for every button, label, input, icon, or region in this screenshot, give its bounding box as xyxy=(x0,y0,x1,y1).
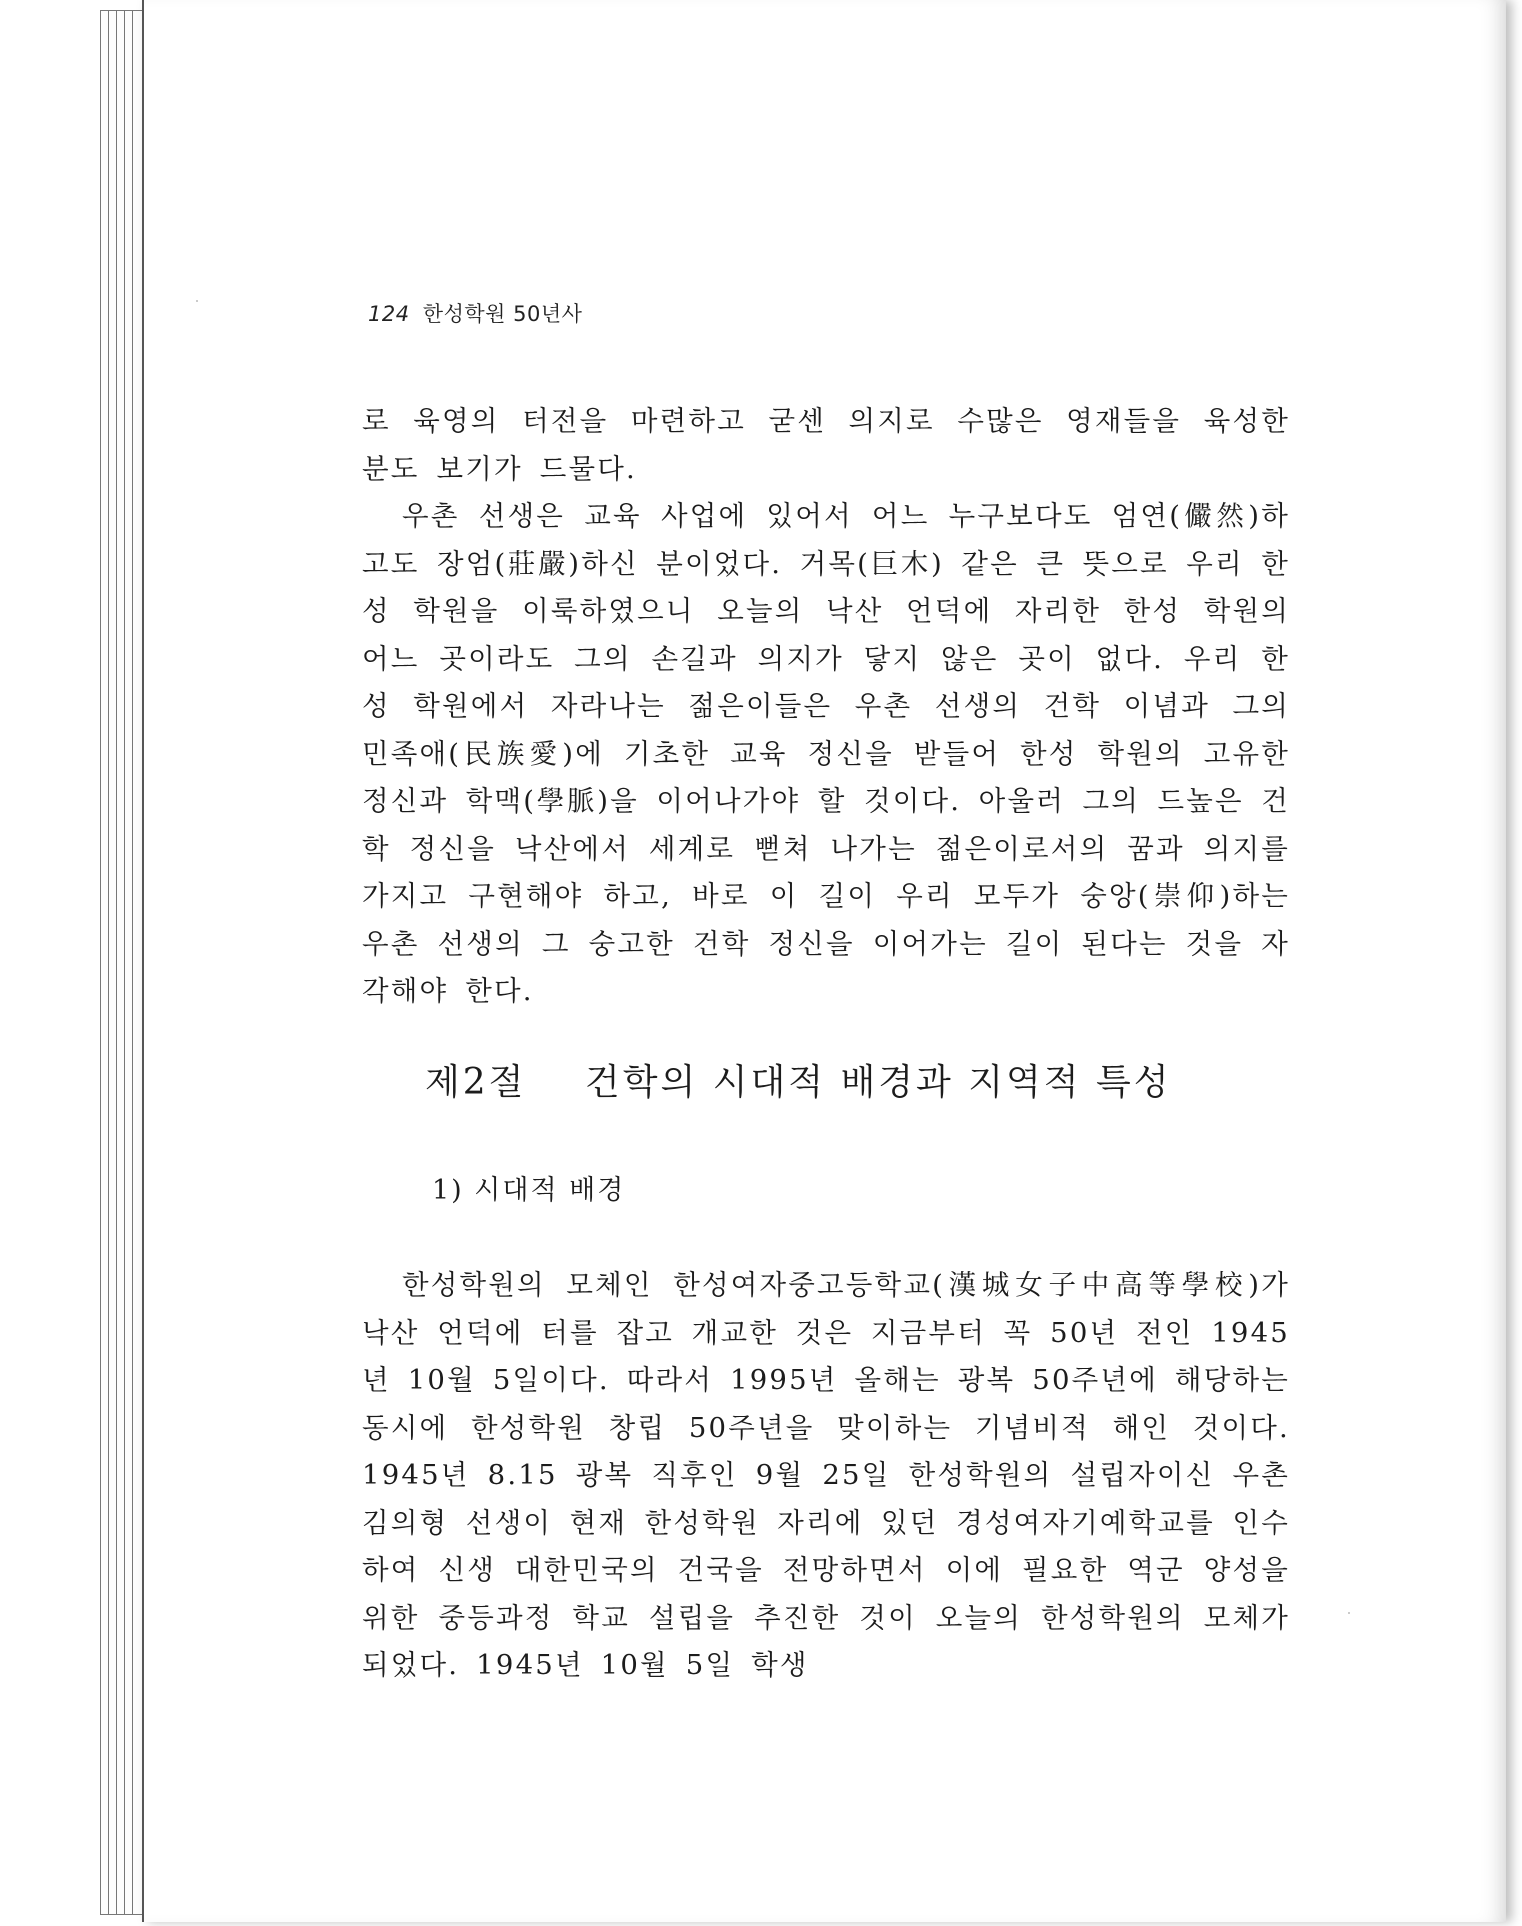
paragraph-text: 한성학원의 모체인 한성여자중고등학교(漢城女子中高等學校)가 낙산 언덕에 터를 잡고 개교한 것은 지금부터 꼭 50년 전인 1945년 10월 5일이다. 따라서 1995년 올해는 광복 50주년에 해당하는 동시에 한성학원 창립 50주년을 맞이하는 기념비적 해인 것이다. 1945년 8.15 광복 직후인 9월 25일 한성학원의 설립자이신 우촌 김의형 선생이 현재 한성학원 자리에 있던 경성여자기예학교를 인수하여 신생 대한민국의 건국을 전망하면서 이에 필요한 역군 양성을 위한 중등과정 학교 설립을 추진한 것이 오늘의 한성학원의 모체가 되었다. 1945년 10월 5일 학생 xyxy=(362,1269,1290,1681)
paragraph-text: 로 육영의 터전을 마련하고 굳센 의지로 수많은 영재들을 육성한 분도 보기가 드물다. xyxy=(362,405,1290,485)
section-number: 제2절 xyxy=(425,1062,527,1103)
paragraph-text: 우촌 선생은 교육 사업에 있어서 어느 누구보다도 엄연(儼然)하고도 장엄(莊嚴)하신 분이었다. 거목(巨木) 같은 큰 뜻으로 우리 한성 학원을 이룩하였으니 오늘의 낙산 언덕에 자리한 한성 학원의 어느 곳이라도 그의 손길과 의지가 닿지 않은 곳이 없다. 우리 한성 학원에서 자라나는 젊은이들은 우촌 선생의 건학 이념과 그의 민족애(民族愛)에 기초한 교육 정신을 받들어 한성 학원의 고유한 정신과 학맥(學脈)을 이어나가야 할 것이다. 아울러 그의 드높은 건학 정신을 낙산에서 세계로 뻗쳐 나가는 젊은이로서의 꿈과 의지를 가지고 구현해야 하고, 바로 이 길이 우리 모두가 숭앙(崇仰)하는 우촌 선생의 그 숭고한 건학 정신을 이어가는 길이 된다는 것을 자각해야 한다. xyxy=(362,500,1290,1007)
scan-speck xyxy=(196,300,198,302)
paragraph-founder xyxy=(362,493,1290,1016)
section-title: 건학의 시대적 배경과 지역적 특성 xyxy=(584,1062,1172,1103)
book-title: 한성학원 50년사 xyxy=(422,302,583,326)
subsection-heading: 1) 시대적 배경 xyxy=(432,1175,626,1206)
scan-speck xyxy=(1348,1612,1350,1614)
section-heading xyxy=(425,1054,1172,1105)
paragraph-continued xyxy=(362,398,1290,493)
page-number: 124 xyxy=(368,302,410,326)
paragraph-background xyxy=(362,1262,1290,1690)
running-head xyxy=(368,298,582,328)
